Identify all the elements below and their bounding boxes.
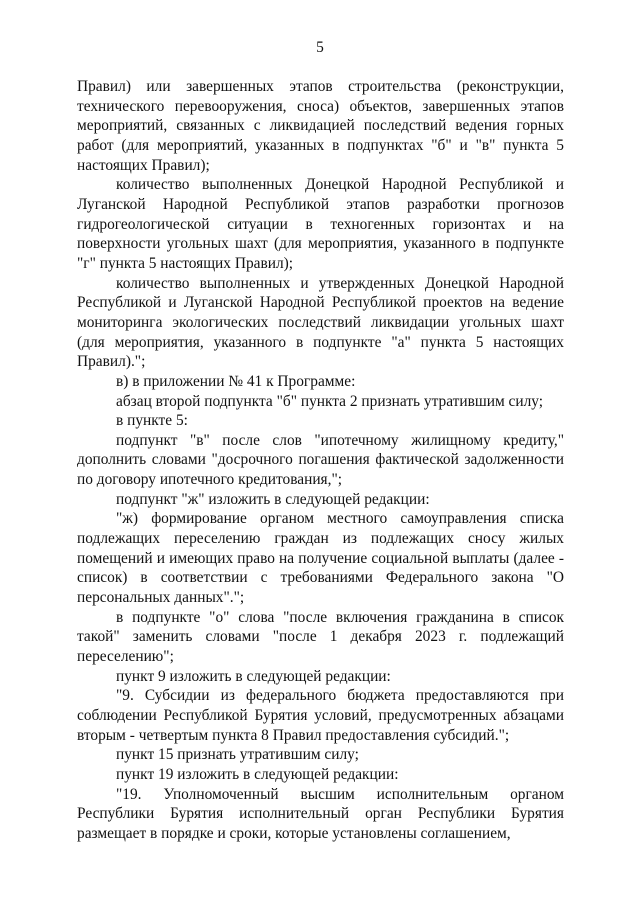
paragraph: "9. Субсидии из федерального бюджета предоставляются при соблюдении Республикой Бурятия условий, предусмотренных абзацами вторым - четвертым пункта 8 Правил предоставления субсидий.";	[77, 687, 564, 744]
paragraph: в подпункте "о" слова "после включения гражданина в список такой" заменить словами "после 1 декабря 2023 г. подлежащий переселению";	[77, 608, 564, 666]
paragraph: "ж) формирование органом местного самоуправления списка подлежащих переселению граждан из подлежащих сносу жилых помещений и имеющих право на получение социальной выплаты (далее - список) в соответствии с требованиями Федерального закона "О персональных данных".";	[77, 510, 564, 607]
document-body	[77, 77, 564, 844]
paragraph: пункт 15 признать утратившим силу;	[116, 746, 359, 764]
paragraph: количество выполненных и утвержденных Донецкой Народной Республикой и Луганской Народной Республикой проектов на ведение мониторинга экологических последствий ликвидации угольных шахт (для мероприятия, указанного в подпункте "а" пункта 5 настоящих Правил).";	[77, 274, 564, 371]
paragraph: в) в приложении № 41 к Программе:	[116, 372, 356, 390]
paragraph: количество выполненных Донецкой Народной Республикой и Луганской Народной Республикой этапов разработки прогнозов гидрогеологической ситуации в техногенных горизонтах и на поверхности угольных шахт (для мероприятия, указанного в подпункте "г" пункта 5 настоящих Правил);	[77, 176, 564, 272]
paragraph: абзац второй подпункта "б" пункта 2 признать утратившим силу;	[116, 392, 544, 410]
paragraph: пункт 9 изложить в следующей редакции:	[116, 667, 391, 685]
paragraph-continuation: Правил) или завершенных этапов строительства (реконструкции, технического перевооружения, сноса) объектов, завершенных этапов мероприятий, связанных с ликвидацией последствий ведения горных работ (для мероприятий, указанных в подпунктах "б" и "в" пункта 5 настоящих Правил);	[77, 78, 564, 174]
paragraph: "19. Уполномоченный высшим исполнительным органом Республики Бурятия исполнительный орган Республики Бурятия размещает в порядке и сроки, которые установлены соглашением,	[77, 785, 564, 842]
paragraph: подпункт "в" после слов "ипотечному жилищному кредиту," дополнить словами "досрочного погашения фактической задолженности по договору ипотечного кредитования,";	[77, 431, 564, 489]
paragraph: пункт 19 изложить в следующей редакции:	[116, 765, 399, 783]
page-number: 5	[316, 39, 324, 56]
paragraph: подпункт "ж" изложить в следующей редакции:	[116, 490, 430, 508]
paragraph: в пункте 5:	[116, 412, 188, 430]
